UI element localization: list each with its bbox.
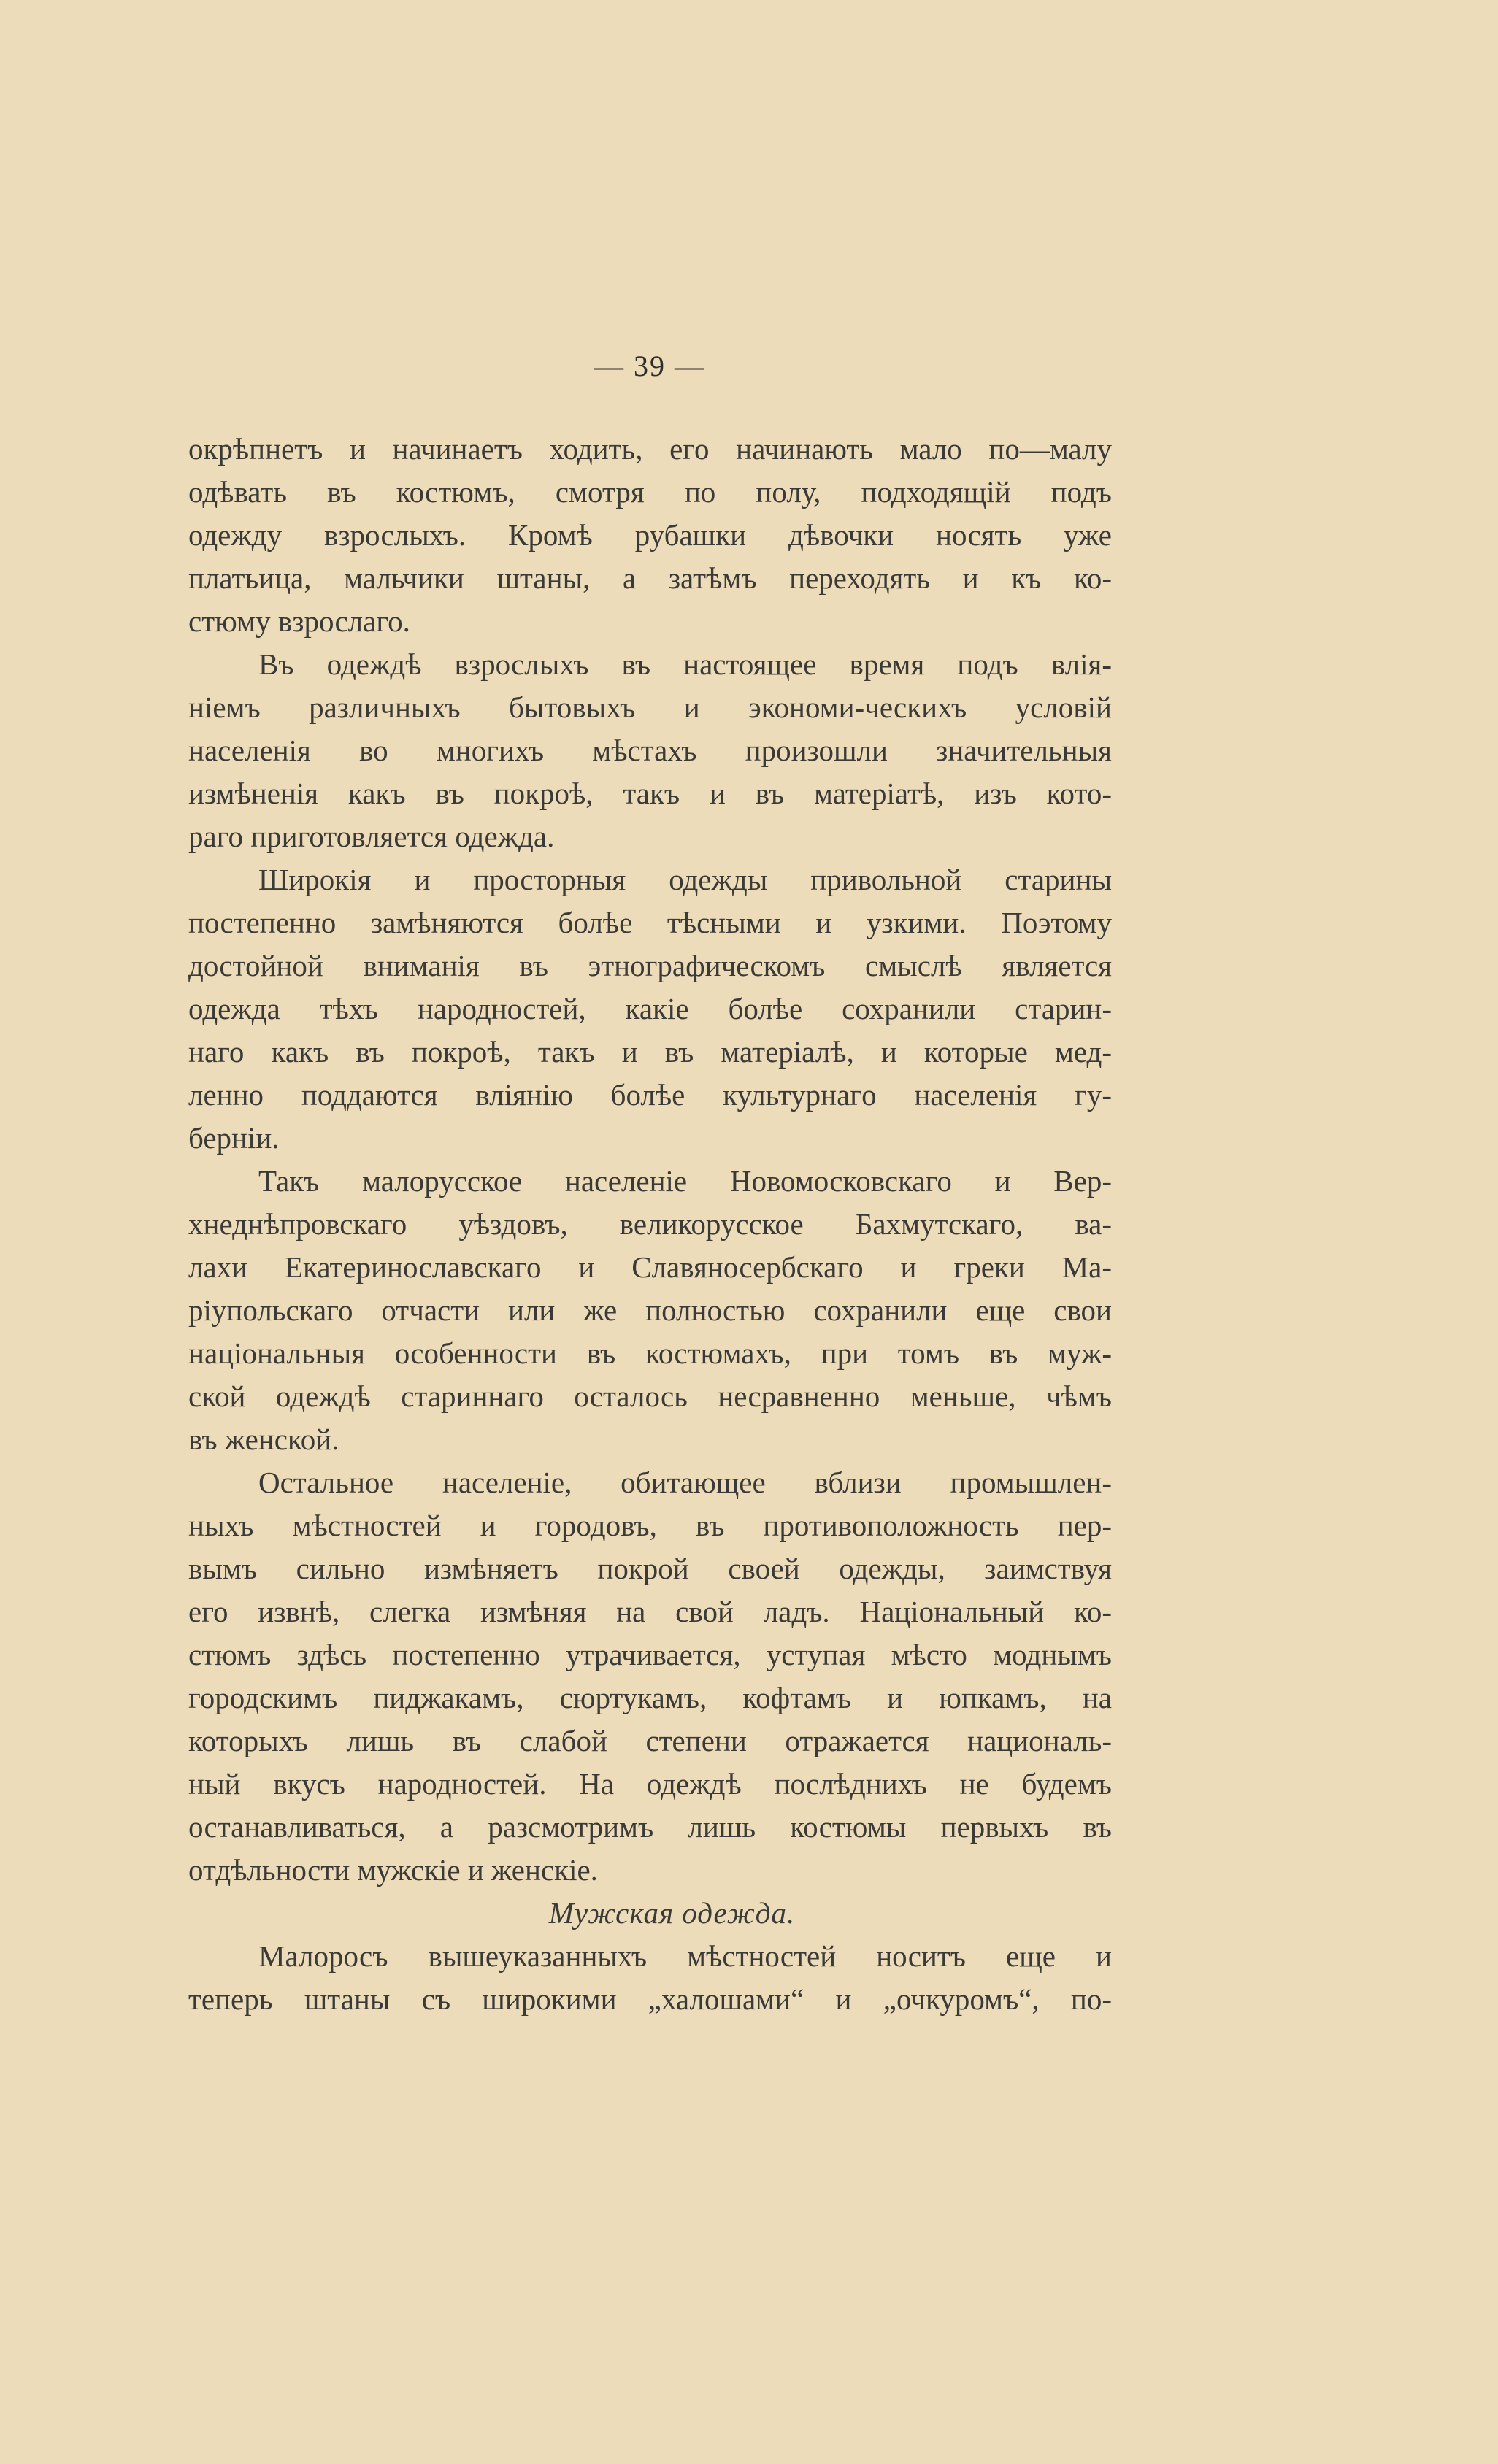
- text-line: теперь штаны съ широкими „халошами“ и „очкуромъ“, по-: [188, 1982, 1112, 2016]
- body-text: [188, 428, 1112, 2021]
- text-line: отдѣльности мужскіе и женскіе.: [188, 1853, 598, 1887]
- text-line: хнеднѣпровскаго уѣздовъ, великорусское Бахмутскаго, ва-: [188, 1207, 1112, 1241]
- section-heading: Мужская одежда.: [548, 1896, 796, 1930]
- text-line: лахи Екатеринославскаго и Славяносербскаго и греки Ма-: [188, 1250, 1112, 1284]
- text-line: одежду взрослыхъ. Кромѣ рубашки дѣвочки носять уже: [188, 518, 1112, 552]
- text-line: городскимъ пиджакамъ, сюртукамъ, кофтамъ и юпкамъ, на: [188, 1681, 1112, 1714]
- text-line: ный вкусъ народностей. На одеждѣ послѣднихъ не будемъ: [188, 1767, 1112, 1801]
- text-line: раго приготовляется одежда.: [188, 820, 555, 853]
- text-line: достойной вниманія въ этнографическомъ смыслѣ является: [188, 949, 1112, 982]
- text-line: ніемъ различныхъ бытовыхъ и экономи-ческихъ условій: [188, 690, 1112, 724]
- paragraph: [188, 1935, 1112, 2021]
- text-line: останавливаться, а разсмотримъ лишь костюмы первыхъ въ: [188, 1810, 1112, 1844]
- text-line: которыхъ лишь въ слабой степени отражается националь-: [188, 1724, 1112, 1757]
- text-line: постепенно замѣняются болѣе тѣсными и узкими. Поэтому: [188, 906, 1112, 939]
- text-line: измѣненія какъ въ покроѣ, такъ и въ матеріатѣ, изъ кото-: [188, 777, 1112, 810]
- text-line: берніи.: [188, 1121, 280, 1155]
- text-line: окрѣпнетъ и начинаетъ ходить, его начинають мало по—малу: [188, 432, 1112, 466]
- text-line: вымъ сильно измѣняетъ покрой своей одежды, заимствуя: [188, 1552, 1112, 1585]
- text-line: платьица, мальчики штаны, а затѣмъ переходять и къ ко-: [188, 561, 1112, 595]
- text-line: Остальное населеніе, обитающее вблизи промышлен-: [258, 1466, 1112, 1499]
- paragraph: [188, 858, 1112, 1160]
- page-number: — 39 —: [594, 350, 705, 382]
- text-line: населенія во многихъ мѣстахъ произошли значительныя: [188, 734, 1112, 767]
- text-line: одежда тѣхъ народностей, какіе болѣе сохранили старин-: [188, 992, 1112, 1025]
- text-line: Такъ малорусское населеніе Новомосковскаго и Вер-: [258, 1164, 1112, 1198]
- text-line: его извнѣ, слегка измѣняя на свой ладъ. Національный ко-: [188, 1595, 1112, 1628]
- text-line: Малоросъ вышеуказанныхъ мѣстностей носитъ еще и: [258, 1939, 1112, 1973]
- text-line: ныхъ мѣстностей и городовъ, въ противоположность пер-: [188, 1509, 1112, 1542]
- text-line: Широкія и просторныя одежды привольной старины: [258, 863, 1112, 896]
- text-line: стюму взрослаго.: [188, 604, 410, 638]
- paragraph: [188, 1461, 1112, 1892]
- text-line: одѣвать въ костюмъ, смотря по полу, подходящій подъ: [188, 475, 1112, 509]
- paragraph: [188, 643, 1112, 858]
- text-line: національныя особенности въ костюмахъ, при томъ въ муж-: [188, 1336, 1112, 1370]
- paragraph: [188, 428, 1112, 643]
- text-line: ской одеждѣ стариннаго осталось несравненно меньше, чѣмъ: [188, 1379, 1112, 1413]
- text-line: въ женской.: [188, 1422, 339, 1456]
- text-line: стюмъ здѣсь постепенно утрачивается, уступая мѣсто моднымъ: [188, 1638, 1112, 1671]
- paragraph: [188, 1160, 1112, 1461]
- text-line: наго какъ въ покроѣ, такъ и въ матеріалѣ, и которые мед-: [188, 1035, 1112, 1069]
- text-line: Въ одеждѣ взрослыхъ въ настоящее время подъ влія-: [258, 647, 1112, 681]
- text-line: ріупольскаго отчасти или же полностью сохранили еще свои: [188, 1293, 1112, 1327]
- text-line: ленно поддаются вліянію болѣе культурнаго населенія гу-: [188, 1078, 1112, 1112]
